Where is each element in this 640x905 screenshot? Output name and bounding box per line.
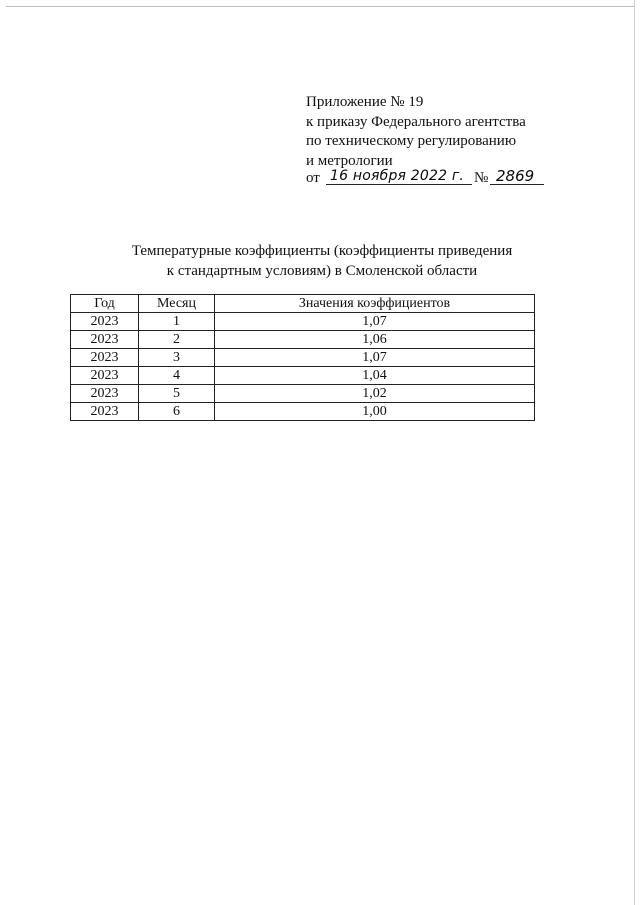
column-header-month: Месяц xyxy=(139,295,215,313)
cell-value: 1,02 xyxy=(215,385,535,403)
cell-value: 1,07 xyxy=(215,313,535,331)
cell-value: 1,00 xyxy=(215,403,535,421)
order-date-number xyxy=(306,169,546,191)
appendix-line: Приложение № 19 xyxy=(306,94,424,110)
cell-month: 6 xyxy=(139,403,215,421)
number-prefix: № xyxy=(474,170,489,186)
table-row xyxy=(71,403,535,421)
cell-value: 1,06 xyxy=(215,331,535,349)
cell-value: 1,04 xyxy=(215,367,535,385)
cell-year: 2023 xyxy=(71,367,139,385)
appendix-header xyxy=(306,93,526,171)
page-edge-right xyxy=(634,0,635,905)
cell-month: 3 xyxy=(139,349,215,367)
cell-month: 2 xyxy=(139,331,215,349)
cell-month: 5 xyxy=(139,385,215,403)
appendix-line: к приказу Федерального агентства xyxy=(306,113,526,130)
table-row xyxy=(71,331,535,349)
date-underline xyxy=(326,184,472,185)
handwritten-date: 16 ноября 2022 г. xyxy=(330,168,465,184)
title-line-2: к стандартным условиям) в Смоленской области xyxy=(166,262,478,279)
column-header-values: Значения коэффициентов xyxy=(215,295,535,313)
title-line-1: Температурные коэффициенты (коэффициенты приведения xyxy=(131,243,513,259)
cell-month: 4 xyxy=(139,367,215,385)
coefficients-table xyxy=(70,294,535,421)
cell-month: 1 xyxy=(139,313,215,331)
page-edge-top xyxy=(6,6,634,7)
table-row xyxy=(71,313,535,331)
table-row xyxy=(71,385,535,403)
table-row xyxy=(71,367,535,385)
table-row xyxy=(71,349,535,367)
cell-value: 1,07 xyxy=(215,349,535,367)
handwritten-number: 2869 xyxy=(496,167,535,185)
appendix-line: по техническому регулированию xyxy=(306,133,517,149)
cell-year: 2023 xyxy=(71,349,139,367)
cell-year: 2023 xyxy=(71,313,139,331)
appendix-line: и метрологии xyxy=(306,152,393,169)
cell-year: 2023 xyxy=(71,331,139,349)
column-header-year: Год xyxy=(71,295,139,313)
table-header-row xyxy=(71,295,535,313)
date-prefix: от xyxy=(306,170,320,186)
cell-year: 2023 xyxy=(71,385,139,403)
cell-year: 2023 xyxy=(71,403,139,421)
document-title xyxy=(70,242,574,281)
